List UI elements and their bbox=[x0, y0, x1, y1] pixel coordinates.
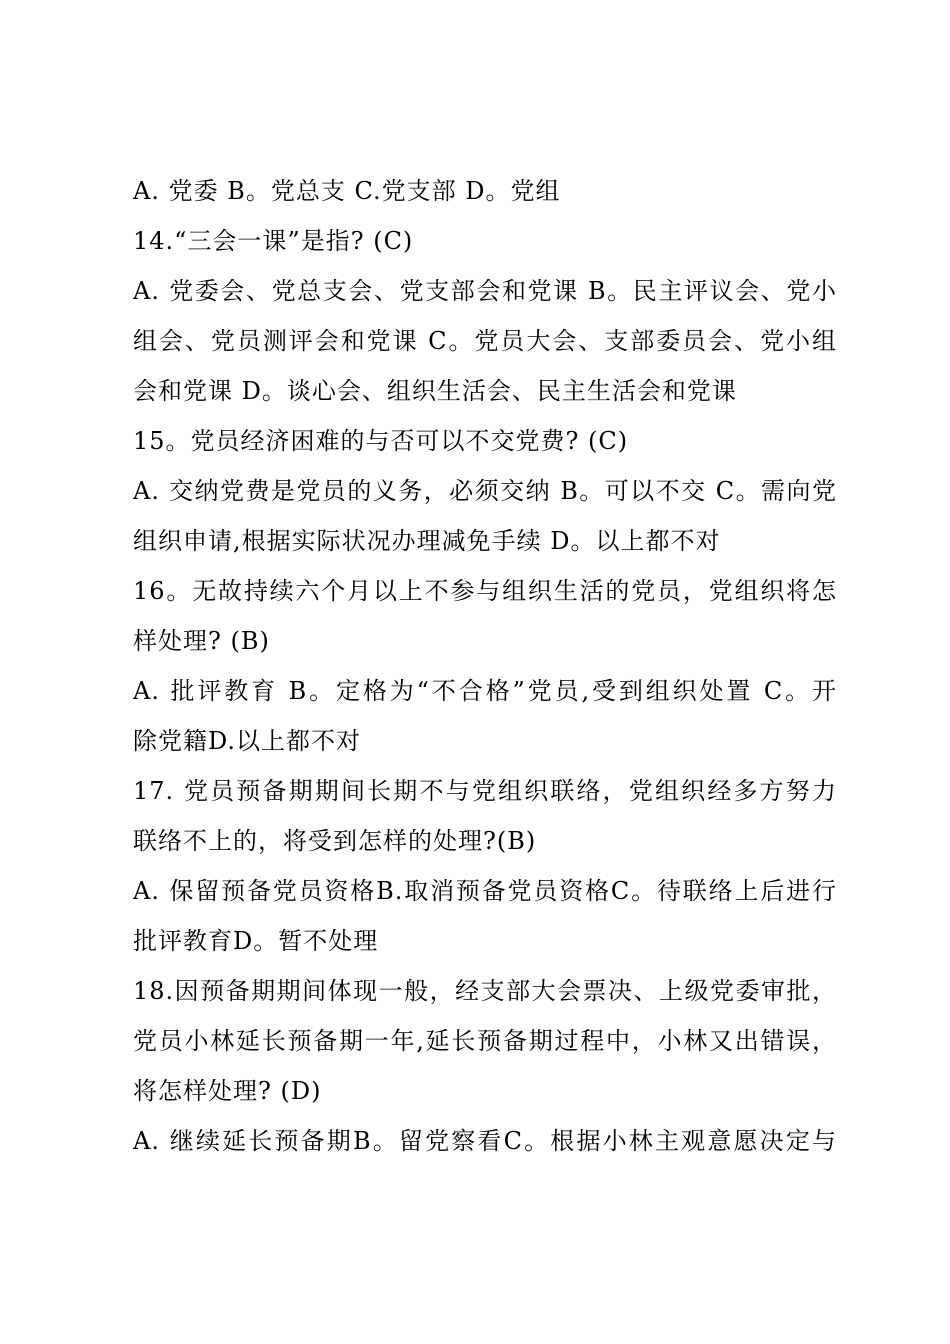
text-line-q14-question: 14.“三会一课”是指? (C) bbox=[133, 227, 414, 255]
text-line-q18-question-2: 党员小林延长预备期一年,延长预备期过程中，小林又出错误， bbox=[133, 1027, 837, 1055]
text-line-q14-options-2: 组会、党员测评会和党课 C。党员大会、支部委员会、党小组 bbox=[133, 327, 837, 355]
text-line-q18-question-1: 18.因预备期期间体现一般，经支部大会票决、上级党委审批， bbox=[133, 977, 837, 1005]
text-line-q13-options: A. 党委 B。党总支 C.党支部 D。党组 bbox=[133, 177, 561, 205]
text-line-q16-question-2: 样处理? (B) bbox=[133, 627, 270, 655]
text-line-q15-question: 15。党员经济困难的与否可以不交党费? (C) bbox=[133, 427, 629, 455]
text-line-q16-options-1: A. 批评教育 B。定格为“不合格”党员,受到组织处置 C。开 bbox=[133, 677, 837, 705]
text-line-q15-options-1: A. 交纳党费是党员的义务，必须交纳 B。可以不交 C。需向党 bbox=[133, 477, 837, 505]
text-line-q15-options-2: 组织申请,根据实际状况办理减免手续 D。以上都不对 bbox=[133, 527, 721, 555]
text-line-q16-question-1: 16。无故持续六个月以上不参与组织生活的党员，党组织将怎 bbox=[133, 577, 837, 605]
text-line-q17-options-2: 批评教育D。暂不处理 bbox=[133, 927, 379, 955]
text-line-q17-options-1: A. 保留预备党员资格B.取消预备党员资格C。待联络上后进行 bbox=[133, 877, 837, 905]
text-line-q18-question-3: 将怎样处理? (D) bbox=[133, 1077, 322, 1105]
text-line-q18-options-1: A. 继续延长预备期B。留党察看C。根据小林主观意愿决定与 bbox=[133, 1127, 837, 1155]
text-line-q14-options-1: A. 党委会、党总支会、党支部会和党课 B。民主评议会、党小 bbox=[133, 277, 837, 305]
text-line-q17-question-1: 17. 党员预备期期间长期不与党组织联络，党组织经多方努力 bbox=[133, 777, 837, 805]
text-line-q16-options-2: 除党籍D.以上都不对 bbox=[133, 727, 362, 755]
document-body bbox=[133, 166, 837, 1166]
text-line-q17-question-2: 联络不上的，将受到怎样的处理?(B) bbox=[133, 827, 537, 855]
text-line-q14-options-3: 会和党课 D。谈心会、组织生活会、民主生活会和党课 bbox=[133, 377, 737, 405]
